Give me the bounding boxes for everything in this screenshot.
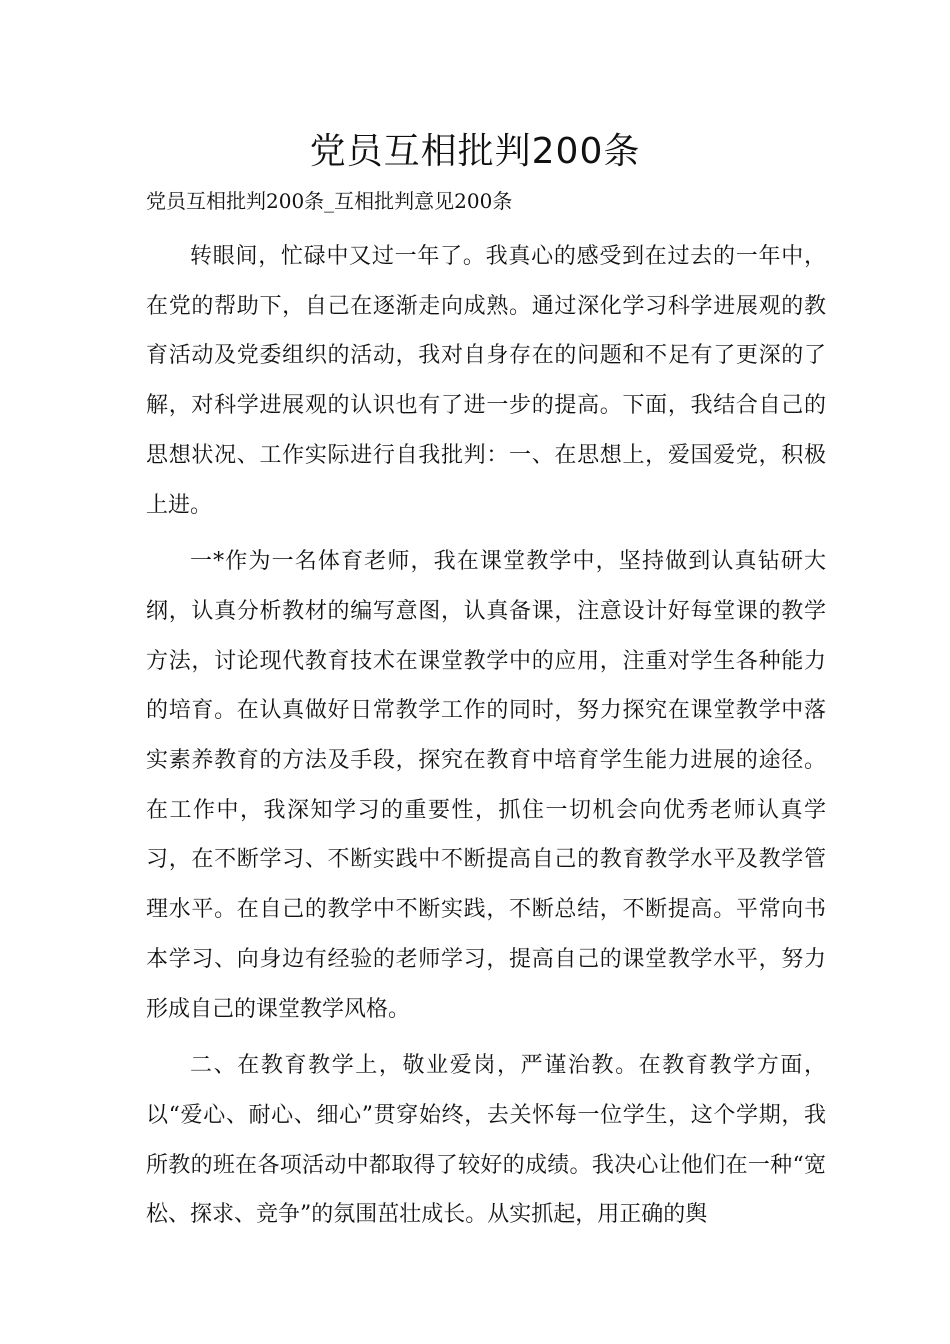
body-paragraph: 二、在教育教学上，敬业爱岗，严谨治教。在教育教学方面，以“爱心、耐心、细心”贯穿始终，去关怀每一位学生，这个学期，我所教的班在各项活动中都取得了较好的成绩。我决心让他们在一种“宽松、探求、竞争”的氛围茁壮成长。从实抓起，用正确的舆 bbox=[146, 1053, 826, 1228]
document-title: 党员互相批判200条 bbox=[309, 131, 641, 172]
body-paragraph: 转眼间，忙碌中又过一年了。我真心的感受到在过去的一年中，在党的帮助下，自己在逐渐走向成熟。通过深化学习科学进展观的教育活动及党委组织的活动，我对自身存在的问题和不足有了更深的了解，对科学进展观的认识也有了进一步的提高。下面，我结合自己的思想状况、工作实际进行自我批判：一、在思想上，爱国爱党，积极上进。 bbox=[146, 244, 826, 518]
body-paragraph: 一*作为一名体育老师，我在课堂教学中，坚持做到认真钻研大纲，认真分析教材的编写意图，认真备课，注意设计好每堂课的教学方法，讨论现代教育技术在课堂教学中的应用，注重对学生各种能力的培育。在认真做好日常教学工作的同时，努力探究在课堂教学中落实素养教育的方法及手段，探究在教育中培育学生能力进展的途径。在工作中，我深知学习的重要性，抓住一切机会向优秀老师认真学习，在不断学习、不断实践中不断提高自己的教育教学水平及教学管理水平。在自己的教学中不断实践，不断总结，不断提高。平常向书本学习、向身边有经验的老师学习，提高自己的课堂教学水平，努力形成自己的课堂教学风格。 bbox=[146, 549, 826, 1022]
document-subtitle: 党员互相批判200条_互相批判意见200条 bbox=[146, 189, 513, 213]
document-body bbox=[146, 232, 826, 1247]
